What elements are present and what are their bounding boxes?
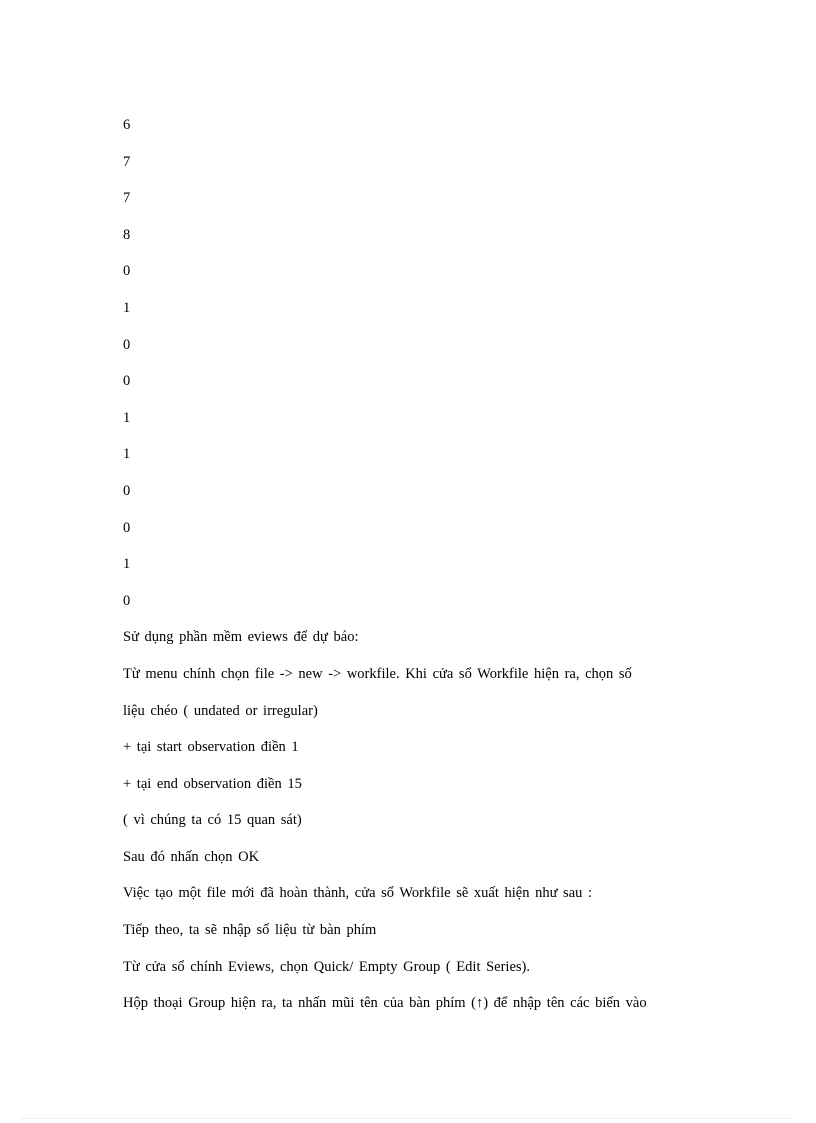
data-value-line: 1 [123,409,131,426]
data-value-line: 8 [123,226,131,243]
data-value-line: 0 [123,519,131,536]
data-value-line: 6 [123,117,131,133]
data-value-line: 7 [123,153,131,170]
paragraph-line: + tại end observation điền 15 [123,775,302,792]
paragraph-line: Việc tạo một file mới đã hoàn thành, cửa sổ Workfile sẽ xuất hiện như sau : [123,885,593,902]
data-value-line: 1 [123,556,131,573]
paragraph-line: Từ menu chính chọn file -> new -> workfile. Khi cửa sổ Workfile hiện ra, chọn số [123,665,632,682]
data-value-line: 1 [123,446,131,463]
data-value-line: 0 [123,482,131,499]
section-heading: Sử dụng phần mềm eviews để dự báo: [123,629,359,646]
paragraph-line: ( vì chúng ta có 15 quan sát) [123,812,302,829]
paragraph-line: Sau đó nhấn chọn OK [123,848,260,865]
paragraph-line: + tại start observation điền 1 [123,739,299,756]
data-value-line: 0 [123,263,131,280]
data-value-line: 0 [123,373,131,390]
data-value-line: 0 [123,336,131,353]
paragraph-line: Hộp thoại Group hiện ra, ta nhấn mũi tên của bàn phím (↑) để nhập tên các biến vào [123,995,647,1012]
data-value-line: 1 [123,299,131,316]
data-value-line: 0 [123,592,131,609]
paragraph-line: Từ cửa sổ chính Eviews, chọn Quick/ Empty Group ( Edit Series). [123,958,530,975]
page-bottom-divider [22,1118,794,1119]
paragraph-line: liệu chéo ( undated or irregular) [123,702,318,719]
document-body [123,115,703,1030]
data-value-line: 7 [123,190,131,207]
paragraph-line: Tiếp theo, ta sẽ nhập số liệu từ bàn phím [123,922,377,939]
